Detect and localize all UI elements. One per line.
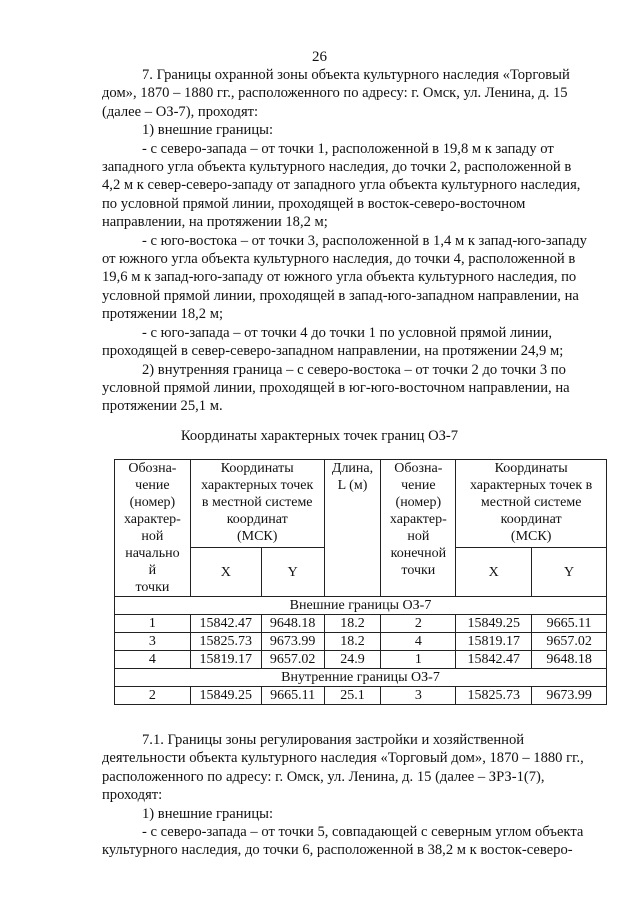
text-line: - с юго-востока – от точки 3, расположенной в 1,4 м к запад-юго-западу — [142, 232, 587, 249]
text-line: 4,2 м к север-северо-западу от западного угла объекта культурного наследия, — [102, 177, 581, 194]
paragraph-7-1 — [102, 731, 608, 860]
page-number: 26 — [312, 49, 327, 65]
section-outer: Внешние границы ОЗ-7 — [115, 597, 607, 615]
text-line: условной прямой линии, проходящей в запад-юго-западном направлении, на — [102, 287, 579, 304]
text-line: проходят: — [102, 787, 163, 804]
text-line: от южного угла объекта культурного наследия, до точки 4, расположенной в — [102, 251, 576, 268]
table-row: 1 15842.47 9648.18 18.2 2 15849.25 9665.11 — [115, 615, 607, 633]
text-line: - с юго-запада – от точки 4 до точки 1 по условной прямой линии, — [142, 324, 553, 341]
text-line: западного угла объекта культурного наследия, до точки 2, расположенной в — [102, 159, 572, 176]
text-line: по условной прямой линии, проходящей в восток-северо-восточном — [102, 195, 526, 212]
text-line: культурного наследия, до точки 6, расположенной в 38,2 м к восток-северо- — [102, 842, 573, 859]
text-line: 1) внешние границы: — [142, 122, 274, 139]
text-line: 2) внутренняя граница – с северо-востока – от точки 2 до точки 3 по — [142, 361, 566, 378]
header-start-point: Обозна- чение (номер) характер- ной начально й точки — [115, 460, 191, 597]
text-line: 1) внешние границы: — [142, 805, 274, 822]
text-line: условной прямой линии, проходящей в юг-юго-восточном направлении, на — [102, 379, 570, 396]
text-line: - с северо-запада – от точки 5, совпадающей с северным углом объекта — [142, 824, 584, 841]
text-line: расположенного по адресу: г. Омск, ул. Ленина, д. 15 (далее – ЗРЗ-1(7), — [102, 768, 545, 785]
header-x: X — [456, 548, 532, 597]
text-line: деятельности объекта культурного наследия «Торговый дом», 1870 – 1880 гг., — [102, 750, 584, 767]
text-line: (далее – ОЗ-7), проходят: — [102, 103, 259, 120]
table-title: Координаты характерных точек границ ОЗ-7 — [180, 428, 459, 444]
paragraph-7 — [102, 66, 608, 416]
header-end-point: Обозна- чение (номер) характер- ной конечной точки — [381, 460, 456, 597]
text-line: 19,6 м к запад-юго-западу от южного угла объекта культурного наследия, по — [102, 269, 577, 286]
table-row: 4 15819.17 9657.02 24.9 1 15842.47 9648.18 — [115, 651, 607, 669]
header-x: X — [190, 548, 261, 597]
coordinates-table — [114, 459, 607, 705]
header-coordinates-end: Координаты характерных точек в местной системе координат (МСК) — [456, 460, 607, 548]
header-length: Длина, L (м) — [324, 460, 381, 597]
section-inner: Внутренние границы ОЗ-7 — [115, 669, 607, 687]
text-line: протяжении 25,1 м. — [102, 398, 223, 415]
header-y: Y — [532, 548, 607, 597]
text-line: - с северо-запада – от точки 1, расположенной в 19,8 м к западу от — [142, 140, 554, 157]
text-line: 7. Границы охранной зоны объекта культурного наследия «Торговый — [142, 67, 570, 83]
text-line: дом», 1870 – 1880 гг., расположенного по адресу: г. Омск, ул. Ленина, д. 15 — [102, 85, 568, 102]
header-coordinates-start: Координаты характерных точек в местной системе координат (МСК) — [190, 460, 324, 548]
table-row: 3 15825.73 9673.99 18.2 4 15819.17 9657.02 — [115, 633, 607, 651]
text-line: направлении, на протяжении 18,2 м; — [102, 214, 328, 231]
text-line: 7.1. Границы зоны регулирования застройки и хозяйственной — [142, 732, 525, 748]
table-row: 2 15849.25 9665.11 25.1 3 15825.73 9673.99 — [115, 687, 607, 705]
text-line: протяжении 18,2 м; — [102, 306, 224, 323]
header-y: Y — [261, 548, 324, 597]
text-line: проходящей в север-северо-западном направлении, на протяжении 24,9 м; — [102, 343, 564, 360]
